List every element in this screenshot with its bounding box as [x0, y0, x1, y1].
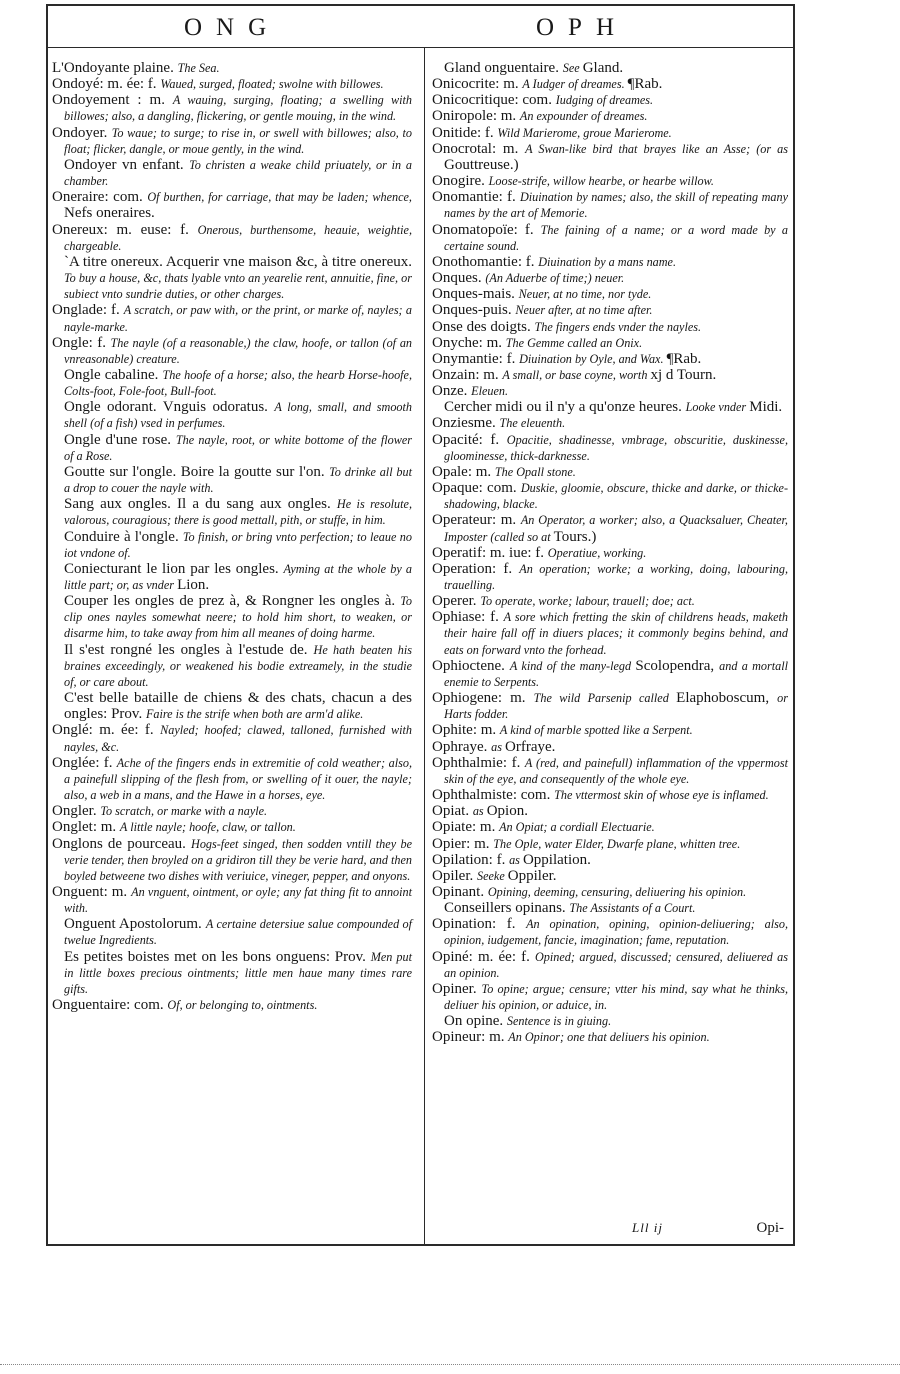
sub-entry: [52, 529, 412, 561]
signature-mark: Lll ij: [632, 1220, 663, 1235]
english-gloss: Neuer, at no time, nor tyde.: [518, 287, 652, 302]
headword-text: Es petites boistes met on les bons onguens: Prov.: [64, 948, 371, 965]
headword-text: Opiné: m. ée: f.: [432, 948, 535, 965]
headword-text: Opiat.: [432, 803, 473, 820]
dictionary-entry: [432, 819, 788, 835]
headword-text: Onques.: [432, 270, 486, 287]
dictionary-entry: [432, 383, 788, 399]
english-gloss: Ache of the fingers ends in extremitie of cold weather; also, a painefull slipping of the flesh from, or swelling of it ouer, the nayle; also, a web in a mans, and the Hawe in a horses, eye.: [64, 755, 413, 803]
sub-entry: [52, 642, 412, 690]
english-gloss: Opined; argued, discussed; censured, deliuered as an opinion.: [444, 949, 788, 980]
dictionary-entry: [432, 593, 788, 609]
dictionary-entry: [432, 561, 788, 593]
dictionary-entry: [432, 690, 788, 722]
headword-text: Ophioctene.: [432, 657, 510, 674]
headword-text: Onglet: m.: [52, 819, 120, 836]
headword-text: Ondoyement : m.: [52, 92, 173, 109]
english-gloss: A sore which fretting the skin of childrens heads, maketh their haire fall off in diuers places; it commonly begins behind, and eats on forward vnto the forhead.: [444, 610, 788, 657]
headword-text: Nefs oneraires.: [64, 205, 155, 222]
english-gloss: Neuer after, at no time after.: [515, 303, 653, 318]
english-gloss: A certaine detersiue salue compounded of twelue Ingredients.: [64, 917, 413, 948]
english-gloss: Diuination by a mans name.: [538, 254, 677, 269]
english-gloss: A kind of marble spotted like a Serpent.: [499, 723, 693, 738]
dictionary-entry: [432, 512, 788, 544]
headword-text: Ophiase: f.: [432, 609, 504, 626]
english-gloss: A small, or base coyne, worth: [502, 367, 651, 382]
english-gloss: To buy a house, &c, thats lyable vnto an yearelie rent, annuitie, fine, or subiect vnto sundrie duties, or other charges.: [64, 271, 412, 302]
headword-text: Tours.): [553, 528, 597, 545]
headword-text: Onomantie: f.: [432, 189, 520, 206]
headword-text: Opiate: m.: [432, 819, 500, 836]
dictionary-entry: [52, 836, 412, 884]
sub-entry: [52, 949, 412, 997]
sub-entry: [52, 561, 412, 593]
dictionary-entry: [52, 884, 412, 916]
headword-text: Oppilation.: [522, 851, 591, 868]
headword-text: Gland onguentaire.: [444, 60, 563, 76]
english-gloss: Operatiue, working.: [547, 545, 647, 560]
page-footer: [432, 1220, 788, 1238]
english-gloss: Diuination by Oyle, and Wax.: [519, 351, 667, 366]
dictionary-entry: [432, 173, 788, 189]
english-gloss: An Opinor; one that deliuers his opinion.: [508, 1030, 710, 1045]
headword-text: C'est belle bataille de chiens & des chats, chacun a des ongles: Prov.: [64, 690, 412, 723]
headword-text: Oneraire: com.: [52, 189, 148, 206]
sub-entry: [52, 399, 412, 431]
english-gloss: A (red, and painefull) inflammation of the vppermost skin of the eye, and consequently of the whole eye.: [444, 755, 789, 786]
headword-text: Coniecturant le lion par les ongles.: [64, 560, 284, 577]
running-head-right: OPH: [536, 14, 629, 41]
english-gloss: To christen a weake child priuately, or in a chamber.: [64, 157, 413, 189]
english-gloss: To waue; to surge; to rise in, or swell with billowes; also, to float; flicker, dangle, or moue gently, in the wind.: [64, 125, 412, 156]
dictionary-entry: [432, 916, 788, 948]
english-gloss: The Opall stone.: [494, 464, 576, 479]
headword-text: Onglé: m. ée: f.: [52, 722, 161, 739]
headword-text: Sang aux ongles. Il a du sang aux ongles.: [64, 496, 337, 513]
headword-text: Couper les ongles de prez à, & Rongner les ongles à.: [64, 593, 401, 610]
dictionary-entry: [432, 302, 788, 318]
headword-text: Ongle d'une rose.: [64, 431, 176, 448]
headword-text: Scolopendra,: [635, 657, 720, 674]
dictionary-entry: [432, 722, 788, 738]
dictionary-entry: [432, 836, 788, 852]
english-gloss: To drinke all but a drop to couer the nayle with.: [64, 464, 413, 496]
english-gloss: An operation; worke; a working, doing, labouring, trauelling.: [444, 561, 789, 592]
dictionary-entry: [432, 852, 788, 868]
headword-text: Onques-puis.: [432, 302, 516, 319]
headword-text: Opinant.: [432, 883, 488, 900]
english-gloss: The faining of a name; or a word made by a certaine sound.: [444, 222, 788, 253]
dictionary-entry: [432, 658, 788, 690]
english-gloss: Diuination by names; also, the skill of repeating many names by the art of Memorie.: [444, 190, 788, 221]
headword-text: Ophiogene: m.: [432, 690, 534, 707]
headword-text: Onomatopoïe: f.: [432, 221, 541, 238]
english-gloss: Looke vnder: [685, 400, 750, 415]
dictionary-entry: [432, 868, 788, 884]
headword-text: Onicocrite: m.: [432, 76, 523, 93]
headword-text: Opiner.: [432, 980, 482, 997]
english-gloss: A Swan-like bird that brayes like an Asse; (or as: [525, 141, 788, 156]
headword-text: Operer.: [432, 593, 481, 610]
dictionary-entry: [432, 270, 788, 286]
headword-text: Onitide: f.: [432, 124, 498, 141]
english-gloss: The Gemme called an Onix.: [505, 335, 643, 350]
english-gloss: The Assistants of a Court.: [569, 901, 696, 916]
headword-text: Ophthalmie: f.: [432, 754, 525, 771]
english-gloss: To finish, or bring vnto perfection; to leaue no iot vndone of.: [64, 529, 412, 560]
headword-text: Opion.: [486, 803, 528, 820]
english-gloss: To operate, worke; labour, trauell; doe; act.: [480, 594, 695, 609]
headword-text: Operatif: m. iue: f.: [432, 544, 548, 561]
column-divider: [424, 48, 425, 1244]
english-gloss: An vnguent, ointment, or oyle; any fat thing fit to annoint with.: [64, 884, 413, 916]
sub-entry: [52, 916, 412, 948]
english-gloss: The vttermost skin of whose eye is inflamed.: [554, 788, 769, 803]
headword-text: Ongle cabaline.: [64, 366, 163, 383]
left-column: [52, 60, 412, 1013]
english-gloss: Wild Marierome, groue Marierome.: [497, 125, 672, 140]
dictionary-entry: [432, 367, 788, 383]
sub-entry: [432, 900, 788, 916]
dictionary-entry: [432, 464, 788, 480]
english-gloss: Waued, surged, floated; swolne with billowes.: [160, 77, 384, 92]
dictionary-entry: [52, 302, 412, 334]
english-gloss: Onerous, burthensome, heauie, weightie, chargeable.: [64, 222, 413, 253]
headword-text: Onglée: f.: [52, 754, 117, 771]
english-gloss: The hoofe of a horse; also, the hearb Horse-hoofe, Colts-foot, Fole-foot, Bull-foot.: [64, 367, 413, 399]
headword-text: Cercher midi ou il n'y a qu'onze heures.: [444, 399, 686, 416]
english-gloss: He hath beaten his braines exceedingly, or weakened his bodie extreamely, in the studie of, or care about.: [64, 642, 412, 689]
headword-text: Opacité: f.: [432, 431, 507, 448]
dictionary-entry: [52, 997, 412, 1013]
headword-text: Onze.: [432, 383, 472, 400]
english-gloss: To scratch, or marke with a nayle.: [100, 804, 268, 819]
headword-text: Opiler.: [432, 867, 477, 884]
english-gloss: Loose-strife, willow hearbe, or hearbe willow.: [488, 174, 714, 189]
headword-text: Operateur: m.: [432, 512, 521, 529]
english-gloss: The wild Parsenip called: [533, 691, 677, 706]
english-gloss: A scratch, or paw with, or the print, or marke of, nayles; a nayle-marke.: [64, 303, 412, 334]
english-gloss: Iudging of dreames.: [555, 93, 654, 108]
dictionary-entry: [432, 981, 788, 1013]
dictionary-entry: [432, 949, 788, 981]
english-gloss: Sentence is in giuing.: [506, 1014, 612, 1029]
sub-entry: [52, 690, 412, 722]
english-gloss: Hogs-feet singed, then sodden vntill they be verie tender, then broyled on a gridiron till they be verie hard, and then boyled betweene two dishes with veriuice, vineger, pepper, and onyons.: [64, 836, 412, 883]
headword-text: Onzain: m.: [432, 366, 503, 383]
dictionary-entry: [432, 432, 788, 464]
dictionary-entry: [432, 545, 788, 561]
dictionary-entry: [432, 254, 788, 270]
english-gloss: as: [472, 804, 487, 819]
headword-text: Onziesme.: [432, 415, 500, 432]
headword-text: Elaphoboscum,: [676, 690, 778, 707]
headword-text: Opale: m.: [432, 463, 495, 480]
headword-text: L'Ondoyante plaine.: [52, 60, 178, 76]
dictionary-entry: [432, 189, 788, 221]
english-gloss: The Sea.: [177, 61, 220, 75]
english-gloss: Opacitie, shadinesse, vmbrage, obscuritie, duskinesse, gloominesse, thick-darknesse.: [444, 432, 788, 463]
dictionary-entry: [52, 125, 412, 157]
headword-text: Ophraye.: [432, 738, 492, 755]
headword-text: Oppiler.: [507, 867, 557, 884]
dictionary-entry: [432, 319, 788, 335]
english-gloss: The eleuenth.: [499, 416, 566, 431]
english-gloss: Duskie, gloomie, obscure, thicke and darke, or thicke-shadowing, blacke.: [444, 481, 789, 512]
headword-text: Ondoyer vn enfant.: [64, 156, 190, 173]
english-gloss: To opine; argue; censure; vtter his mind, say what he thinks, deliuer his opinion, or aduice, in.: [444, 981, 788, 1013]
dictionary-entry: [432, 351, 788, 367]
sub-entry: [52, 157, 412, 189]
headword-text: Onglons de pourceau.: [52, 835, 192, 852]
headword-text: Ophthalmiste: com.: [432, 787, 555, 804]
dictionary-entry: [432, 335, 788, 351]
sub-entry: [432, 60, 788, 76]
english-gloss: An opination, opining, opinion-deliuering; also, opinion, iudgement, fancie, imagination; fame, reputation.: [444, 917, 788, 948]
headword-text: Ongle odorant. Vnguis odoratus.: [64, 399, 275, 416]
dictionary-entry: [52, 76, 412, 92]
scan-edge-line: [0, 1364, 900, 1365]
dictionary-entry: [432, 415, 788, 431]
english-gloss: Nayled; hoofed; clawed, talloned, furnished with nayles, &c.: [64, 723, 412, 754]
english-gloss: (An Aduerbe of time;) neuer.: [485, 271, 625, 286]
sub-entry: [52, 496, 412, 528]
headword-text: Opier: m.: [432, 835, 494, 852]
dictionary-entry: [52, 803, 412, 819]
headword-text: Onogire.: [432, 173, 489, 190]
dictionary-entry: [432, 92, 788, 108]
catchword: Opi-: [756, 1220, 784, 1236]
english-gloss: An Opiat; a cordiall Electuarie.: [499, 820, 655, 835]
headword-text: Opineur: m.: [432, 1029, 509, 1046]
english-gloss: Men put in little boxes precious ointments; little men haue many times rare gifts.: [64, 949, 413, 996]
english-gloss: An expounder of dreames.: [519, 109, 648, 124]
sub-entry: [432, 399, 788, 415]
english-gloss: Of burthen, for carriage, that may be laden; whence,: [147, 190, 412, 205]
dictionary-entry: [432, 108, 788, 124]
english-gloss: Faire is the strife when both are arm'd alike.: [145, 707, 364, 722]
headword-text: Ondoyé: m. ée: f.: [52, 76, 161, 93]
english-gloss: as: [491, 739, 506, 754]
headword-text: Opination: f.: [432, 916, 527, 933]
sub-entry: [52, 464, 412, 496]
dictionary-entry: [432, 222, 788, 254]
headword-text: Onguent Apostolorum.: [64, 916, 206, 933]
english-gloss: The Ople, water Elder, Dwarfe plane, whitten tree.: [493, 836, 741, 851]
english-gloss: A long, small, and smooth shell (of a fish) vsed in perfumes.: [64, 400, 412, 431]
english-gloss: See: [562, 61, 583, 75]
headword-text: Ongle: f.: [52, 334, 111, 351]
dictionary-entry: [432, 755, 788, 787]
headword-text: Il s'est rongné les ongles à l'estude de.: [64, 641, 314, 658]
dictionary-entry: [432, 480, 788, 512]
headword-text: Conduire à l'ongle.: [64, 528, 183, 545]
english-gloss: Eleuen.: [471, 384, 509, 399]
headword-text: Ongler.: [52, 803, 101, 820]
dictionary-entry: [52, 60, 412, 76]
headword-text: Operation: f.: [432, 560, 520, 577]
headword-text: Onques-mais.: [432, 286, 519, 303]
headword-text: Opilation: f.: [432, 851, 510, 868]
dictionary-entry: [432, 141, 788, 173]
headword-text: Onse des doigts.: [432, 318, 535, 335]
english-gloss: A kind of the many-legd: [509, 658, 636, 673]
headword-text: Lion.: [177, 577, 210, 593]
headword-text: `A titre onereux. Acquerir vne maison &c, à titre onereux.: [64, 253, 412, 270]
running-head-left: ONG: [184, 14, 281, 41]
dictionary-entry: [432, 76, 788, 92]
headword-text: ¶Rab.: [666, 350, 702, 367]
right-column: [432, 60, 788, 1046]
headword-text: Onicocritique: com.: [432, 92, 556, 109]
headword-text: xj d Tourn.: [650, 366, 717, 383]
sub-entry: [52, 254, 412, 302]
dictionary-entry: [432, 739, 788, 755]
english-gloss: An Operator, a worker; also, a Quacksaluer, Cheater, Imposter (called so at: [444, 513, 788, 544]
headword-text: ¶Rab.: [627, 76, 663, 93]
english-gloss: To clip ones nayles somewhat neere; to hold him short, to weaken, or disarme him, to take away from him all meanes of doing harme.: [64, 594, 412, 641]
dictionary-entry: [432, 609, 788, 657]
english-gloss: as: [509, 852, 523, 867]
headword-text: Onocrotal: m.: [432, 140, 526, 157]
english-gloss: The fingers ends vnder the nayles.: [534, 319, 702, 334]
headword-text: Midi.: [749, 399, 783, 416]
sub-entry: [432, 1013, 788, 1029]
dictionary-entry: [432, 286, 788, 302]
headword-text: Goutte sur l'ongle. Boire la goutte sur l'on.: [64, 463, 330, 480]
headword-text: Gouttreuse.): [444, 156, 519, 173]
headword-text: Onereux: m. euse: f.: [52, 221, 198, 238]
headword-text: Orfraye.: [505, 738, 556, 755]
dictionary-entry: [52, 335, 412, 367]
dictionary-entry: [52, 755, 412, 803]
english-gloss: Seeke: [477, 868, 508, 883]
headword-text: On opine.: [444, 1013, 507, 1030]
dictionary-entry: [432, 125, 788, 141]
english-gloss: Of, or belonging to, ointments.: [167, 998, 318, 1013]
headword-text: Onyche: m.: [432, 334, 506, 351]
dictionary-entry: [52, 222, 412, 254]
headword-text: Ondoyer.: [52, 124, 112, 141]
english-gloss: and a mortall enemie to Serpents.: [444, 658, 788, 689]
english-gloss: The nayle (of a reasonable,) the claw, hoofe, or tallon (of an vnreasonable) creature.: [64, 335, 413, 366]
running-header: [48, 6, 793, 48]
headword-text: Onothomantie: f.: [432, 253, 539, 270]
headword-text: Conseillers opinans.: [444, 900, 570, 917]
sub-entry: [52, 432, 412, 464]
headword-text: Onymantie: f.: [432, 350, 520, 367]
dictionary-entry: [432, 884, 788, 900]
english-gloss: Ayming at the whole by a little part; or, as vnder: [64, 561, 412, 592]
headword-text: Gland.: [582, 60, 624, 76]
dictionary-entry: [52, 189, 412, 221]
headword-text: Oniropole: m.: [432, 108, 520, 125]
english-gloss: Opining, deeming, censuring, deliuering his opinion.: [487, 884, 747, 899]
dictionary-entry: [52, 819, 412, 835]
headword-text: Onguentaire: com.: [52, 997, 168, 1014]
headword-text: Onglade: f.: [52, 302, 124, 319]
headword-text: Onguent: m.: [52, 883, 132, 900]
dictionary-entry: [432, 1029, 788, 1045]
dictionary-entry: [432, 787, 788, 803]
english-gloss: A Iudger of dreames.: [522, 77, 628, 92]
sub-entry: [52, 367, 412, 399]
dictionary-entry: [52, 722, 412, 754]
dictionary-entry: [432, 803, 788, 819]
english-gloss: A wauing, surging, floating; a swelling with billowes; also, a dangling, flickering, or gentle mouing, in the wind.: [64, 93, 412, 124]
sub-entry: [52, 593, 412, 641]
headword-text: Opaque: com.: [432, 480, 521, 497]
dictionary-entry: [52, 92, 412, 124]
english-gloss: A little nayle; hoofe, claw, or tallon.: [119, 820, 296, 835]
english-gloss: He is resolute, valorous, couragious; there is good mettall, pith, or stuffe, in him.: [64, 497, 412, 528]
headword-text: Ophite: m.: [432, 722, 500, 739]
english-gloss: The nayle, root, or white bottome of the flower of a Rose.: [64, 432, 412, 463]
english-gloss: or Harts fodder.: [444, 691, 789, 722]
